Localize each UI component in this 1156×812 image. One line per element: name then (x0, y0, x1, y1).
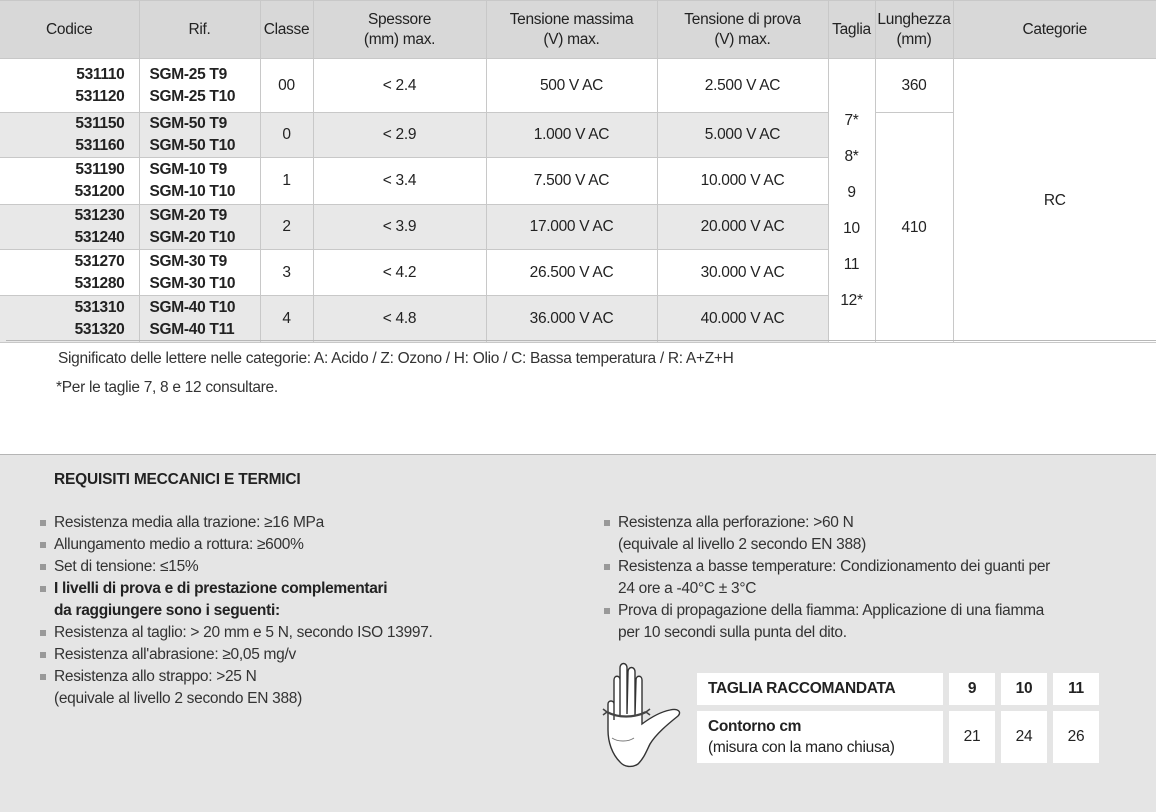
list-item: Resistenza allo strappo: >25 N (equivale al livello 2 secondo EN 388) (40, 666, 520, 710)
max-voltage-cell: 17.000 V AC (486, 205, 657, 250)
bullet-icon (40, 564, 46, 570)
max-voltage-cell: 1.000 V AC (486, 113, 657, 158)
length-cell: 410 (875, 113, 953, 343)
thickness-cell: < 2.9 (313, 113, 486, 158)
code-cell: 531310 531320 (0, 296, 139, 343)
bullet-icon (604, 564, 610, 570)
ref-cell: SGM-40 T10 SGM-40 T11 (139, 296, 260, 343)
size-header-value: 10 (1001, 673, 1047, 705)
size-value: 8* (844, 147, 859, 165)
bullet-icon (40, 674, 46, 680)
col-header-thickness: Spessore (mm) max. (313, 1, 486, 59)
class-cell: 2 (260, 205, 313, 250)
size-header-label: TAGLIA RACCOMANDATA (697, 673, 943, 705)
size-cell (828, 59, 875, 343)
col-header-length: Lunghezza (mm) (875, 1, 953, 59)
test-voltage-cell: 10.000 V AC (657, 158, 828, 205)
table-row (0, 59, 1156, 113)
measure-value: 24 (1001, 711, 1047, 763)
size-header-value: 9 (949, 673, 995, 705)
thickness-cell: < 4.8 (313, 296, 486, 343)
size-value: 10 (843, 219, 860, 237)
table-header-row (0, 1, 1156, 59)
list-item: Resistenza al taglio: > 20 mm e 5 N, secondo ISO 13997. (40, 622, 520, 644)
measure-label: Contorno cm (misura con la mano chiusa) (697, 711, 943, 763)
col-header-test-voltage: Tensione di prova (V) max. (657, 1, 828, 59)
test-voltage-cell: 2.500 V AC (657, 59, 828, 113)
size-value: 9 (847, 183, 856, 201)
bullet-icon (40, 520, 46, 526)
thickness-cell: < 3.9 (313, 205, 486, 250)
ref-cell: SGM-10 T9 SGM-10 T10 (139, 158, 260, 205)
list-item: Set di tensione: ≤15% (40, 556, 520, 578)
max-voltage-cell: 7.500 V AC (486, 158, 657, 205)
ref-cell: SGM-25 T9 SGM-25 T10 (139, 59, 260, 113)
size-value: 12* (840, 291, 863, 309)
thickness-cell: < 3.4 (313, 158, 486, 205)
test-voltage-cell: 5.000 V AC (657, 113, 828, 158)
list-item: I livelli di prova e di prestazione complementari da raggiungere sono i seguenti: (40, 578, 520, 622)
bullet-icon (40, 652, 46, 658)
requirements-panel (0, 454, 1156, 812)
col-header-categories: Categorie (953, 1, 1156, 59)
size-value: 7* (844, 111, 859, 129)
test-voltage-cell: 40.000 V AC (657, 296, 828, 343)
bullet-icon (40, 630, 46, 636)
size-value: 11 (843, 255, 860, 273)
measure-value: 26 (1053, 711, 1099, 763)
code-cell: 531230 531240 (0, 205, 139, 250)
test-voltage-cell: 30.000 V AC (657, 250, 828, 296)
code-cell: 531110 531120 (0, 59, 139, 113)
category-cell: RC (953, 59, 1156, 343)
list-item: Resistenza alla perforazione: >60 N (equivale al livello 2 secondo EN 388) (604, 512, 1104, 556)
bullet-icon (40, 586, 46, 592)
code-cell: 531270 531280 (0, 250, 139, 296)
col-header-ref: Rif. (139, 1, 260, 59)
table-bottom-divider (6, 340, 1156, 341)
col-header-class: Classe (260, 1, 313, 59)
col-header-max-voltage: Tensione massima (V) max. (486, 1, 657, 59)
class-cell: 3 (260, 250, 313, 296)
list-item: Allungamento medio a rottura: ≥600% (40, 534, 520, 556)
requirements-left-list (40, 512, 520, 710)
test-voltage-cell: 20.000 V AC (657, 205, 828, 250)
size-header-value: 11 (1053, 673, 1099, 705)
code-cell: 531150 531160 (0, 113, 139, 158)
bullet-icon (40, 542, 46, 548)
list-item: Resistenza a basse temperature: Condizionamento dei guanti per 24 ore a -40°C ± 3°C (604, 556, 1104, 600)
requirements-right-list (604, 512, 1104, 644)
max-voltage-cell: 26.500 V AC (486, 250, 657, 296)
max-voltage-cell: 36.000 V AC (486, 296, 657, 343)
length-cell: 360 (875, 59, 953, 113)
code-cell: 531190 531200 (0, 158, 139, 205)
ref-cell: SGM-50 T9 SGM-50 T10 (139, 113, 260, 158)
class-cell: 4 (260, 296, 313, 343)
recommended-size-table (691, 667, 1105, 769)
class-cell: 0 (260, 113, 313, 158)
list-item: Resistenza all'abrasione: ≥0,05 mg/v (40, 644, 520, 666)
categories-legend-note: Significato delle lettere nelle categorie: A: Acido / Z: Ozono / H: Olio / C: Bassa temperatura / R: A+Z+H (58, 350, 734, 367)
col-header-size: Taglia (828, 1, 875, 59)
measure-value: 21 (949, 711, 995, 763)
gloves-table (0, 0, 1156, 341)
requirements-title: REQUISITI MECCANICI E TERMICI (54, 471, 301, 488)
list-item: Resistenza media alla trazione: ≥16 MPa (40, 512, 520, 534)
hand-measure-icon (598, 658, 688, 770)
col-header-code: Codice (0, 1, 139, 59)
max-voltage-cell: 500 V AC (486, 59, 657, 113)
thickness-cell: < 4.2 (313, 250, 486, 296)
class-cell: 1 (260, 158, 313, 205)
bullet-icon (604, 520, 610, 526)
ref-cell: SGM-20 T9 SGM-20 T10 (139, 205, 260, 250)
ref-cell: SGM-30 T9 SGM-30 T10 (139, 250, 260, 296)
class-cell: 00 (260, 59, 313, 113)
sizes-footnote: *Per le taglie 7, 8 e 12 consultare. (56, 379, 278, 396)
bullet-icon (604, 608, 610, 614)
product-grid (0, 0, 1156, 343)
thickness-cell: < 2.4 (313, 59, 486, 113)
list-item: Prova di propagazione della fiamma: Applicazione di una fiamma per 10 secondi sulla punta del dito. (604, 600, 1104, 644)
